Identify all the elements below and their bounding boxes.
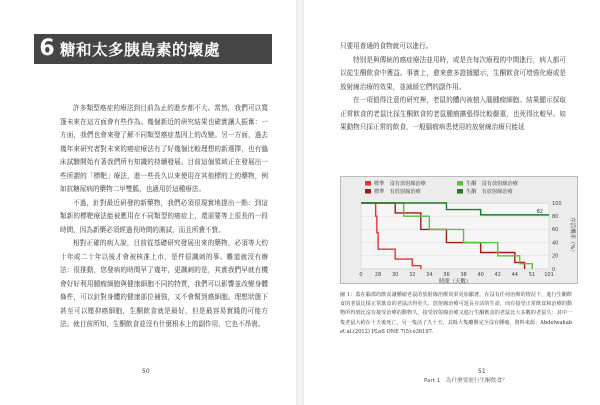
plateau-annotation: 82	[536, 208, 543, 215]
x-tick-label: 51	[528, 272, 536, 278]
plot-area	[361, 203, 549, 269]
x-tick-label: 34	[426, 272, 433, 278]
y-tick-label: 0	[552, 266, 556, 273]
left-body-text	[60, 102, 268, 332]
paragraph: 在一項值得注意的研究裡，老鼠的體內被植入腦腫瘤細胞。結果顯示採取正常飲食的老鼠比採生酮飲食的老鼠腫瘤擴張得比較嚴重，也死得比較早。如果動物只採正常的飲食，一般腦瘤病患使用的放射線治療只能延	[340, 96, 566, 131]
x-tick-label: 28	[374, 272, 382, 278]
legend-label-4: 生酮 有放射線治療	[466, 189, 513, 195]
chapter-title: 糖和太多胰島素的壞處	[60, 41, 221, 59]
running-footer: Part 1 為什麼要進行生酮飲食？	[424, 378, 508, 384]
y-tick-label: 60	[552, 227, 559, 234]
book-spine	[296, 0, 304, 405]
left-page	[0, 0, 296, 405]
survival-chart-svg	[341, 177, 579, 285]
paragraph: 許多類型癌症的療法到目前為止的進步都不大。當然，我們可以寬篷未來在這方面會有些作為。幾個新近的研究結果也確實讓人振奮：一方面，我們也會來發了解不同類型癌症基因上的改變。另一方面，過去幾年來研究者對未來的癌症療法有了好幾個比較理想的新選擇，也有臨床試驗開始有著我們所有知識的持續發展。目前這個領域正在發展出一些所謂的「標靶」療法，進一些長久以來使用在其他標的上的藥物，例如抗糖尿病的藥物二甲雙胍，也適用於這種療法。	[60, 104, 268, 193]
legend-swatch-4	[457, 189, 463, 194]
page-number-right: 51	[478, 368, 486, 375]
x-tick-label: 30	[391, 272, 399, 278]
x-tick-label: 101	[544, 272, 554, 278]
x-tick-label: 36	[443, 272, 450, 278]
paragraph: 特別是與傳統的癌症療法並用時，或是在每次療程的中間進行，病人都可以從生酮飲食中獲益。事實上，愈來愈多證據顯示，生酮飲食可增強化療或是放射線治療的效果，並減緩它們的副作用。	[340, 55, 566, 91]
legend-swatch-1	[365, 181, 371, 186]
paragraph: 不過，針對最近研發的新藥物，我們必須很現實地提出一點：到這類新的標靶療法能被應用在不同類型的癌症上，還需要等上很長的一段時間，因為新藥必須經過長時間的測試，而且所費不貲。	[60, 198, 268, 234]
survival-chart	[340, 176, 578, 284]
legend-label-1: 標準 沒有放射線治療	[374, 181, 426, 187]
right-page	[304, 0, 600, 405]
legend-label-3: 生酮 沒有放射線治療	[466, 181, 518, 187]
x-tick-label: 38	[460, 272, 467, 278]
legend-swatch-2	[365, 189, 371, 194]
right-body-text	[340, 40, 566, 135]
chapter-banner	[34, 34, 272, 64]
chapter-number: 6	[39, 36, 55, 61]
figure-caption: 圖 1：蓋在腦部的飲食讓腫瘤老鼠的放射線治療效果更加顯著。在沒有任何治療的情況下，進行生酮飲食的老鼠比採正常飲食的老鼠活得更久。放射線治療可延長存活的生命，而有接受正常飲食和治療的動物所得到比沒有接受治療的動物久。接受放射線治療又進行生酮飲食的老鼠比大多數的老鼠久：其中一隻老鼠大約在十天後死亡，另一隻活了九十天，其餘大隻離開完全沒有腫瘤。資料來源：Abdelwahab et al.(2012) PLoS ONE 7(5):e36197.	[340, 292, 572, 335]
x-tick-label: 42	[494, 272, 501, 278]
page-number-left: 50	[142, 368, 150, 375]
y-tick-label: 40	[552, 240, 559, 247]
x-tick-label: 0	[359, 272, 363, 278]
x-tick-label: 44	[511, 272, 519, 278]
y-tick-label: 80	[552, 214, 559, 220]
x-tick-label: 32	[409, 272, 416, 278]
legend-swatch-3	[457, 181, 463, 186]
y-tick-label: 100	[552, 200, 562, 207]
paragraph: 相對正確的病人說，目前從基礎研究發展出來的藥物，必須等大約十年或二十年以後才會被核准上市，是件很諷刺的事。難道就沒有辦法：很推動，您發病的時間早了幾年，更諷刺的是，其實我們早就有機會好好利用腫瘤細胞與健康細胞不同的特質，我們可以影響並改變身體條件，可以針對身體的健康部位補強，又不會幫到癌細胞。理想狀態下甚至可以壓抑癌細胞，生酮飲食就是最好，但是最容易實踐的可能方法。就目前所知，生酮飲食並沒有什麼根本上的副作用，它也不昂貴。	[60, 239, 268, 328]
x-axis-label: 時間（天數）	[438, 279, 472, 285]
y-tick-label: 20	[552, 253, 559, 260]
x-tick-label: 40	[477, 272, 484, 278]
paragraph: 只要用普通的食物就可以進行。	[340, 42, 433, 50]
y-axis-label: 存活機率（%）	[569, 217, 575, 255]
legend-label-2: 標準 有放射線治療	[374, 189, 421, 195]
